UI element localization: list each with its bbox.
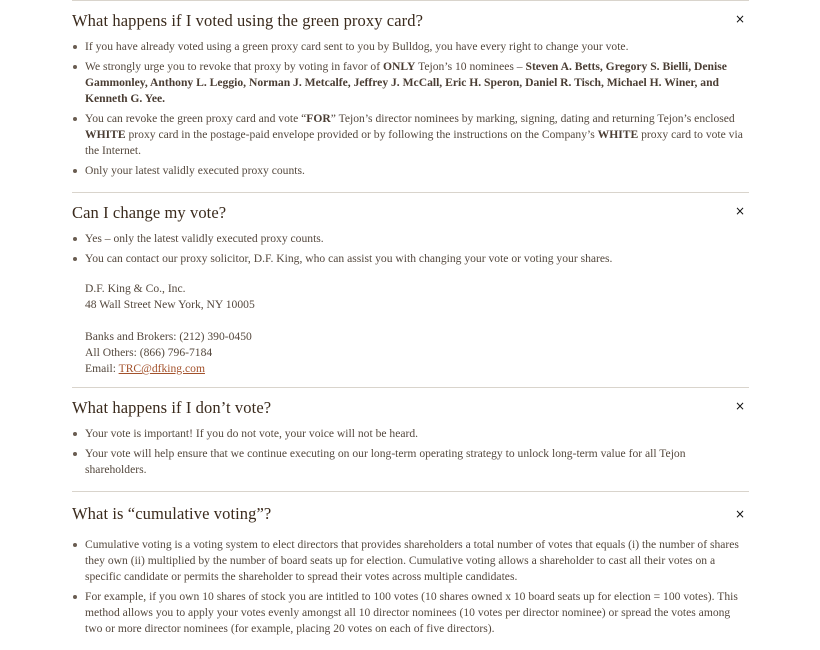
email-link[interactable]: TRC@dfking.com <box>118 362 205 375</box>
faq-question[interactable]: Can I change my vote? <box>72 203 227 222</box>
faq-item-green-proxy <box>72 1 749 193</box>
faq-answer-list <box>72 426 749 491</box>
answer-item: Your vote will help ensure that we continue executing on our long-term operating strategy to unlock long-term value for all Tejon shareholders. <box>72 446 749 478</box>
answer-item: Cumulative voting is a voting system to elect directors that provides shareholders a total number of votes that equals (i) the number of shares they own (ii) multiplied by the number of board seats up for election. Cumulative voting allows a shareholder to cast all their votes on a specific candidate or permits the shareholder to spread their votes across multiple candidates. <box>72 537 749 585</box>
faq-header[interactable] <box>72 492 749 537</box>
answer-item: You can contact our proxy solicitor, D.F. King, who can assist you with changing your vote or voting your shares. <box>72 251 749 267</box>
contact-name: D.F. King & Co., Inc. <box>85 282 186 295</box>
answer-item: You can revoke the green proxy card and vote “FOR” Tejon’s director nominees by marking, signing, dating and returning Tejon’s enclosed WHITE proxy card in the postage-paid envelope provided or by following the instructions on the Company’s WHITE proxy card to vote via the Internet. <box>72 111 749 159</box>
faq-answer-list <box>72 537 749 650</box>
faq-question[interactable]: What happens if I don’t vote? <box>72 398 272 417</box>
contact-others-phone: All Others: (866) 796-7184 <box>85 346 213 359</box>
faq-item-dont-vote <box>72 388 749 492</box>
faq-question[interactable]: What is “cumulative voting”? <box>72 504 272 523</box>
contact-email-row: Email: TRC@dfking.com <box>85 362 205 375</box>
faq-answer-list <box>72 39 749 192</box>
answer-item: Your vote is important! If you do not vote, your voice will not be heard. <box>72 426 749 442</box>
faq-accordion <box>72 0 749 650</box>
contact-block <box>72 267 749 387</box>
close-icon[interactable]: × <box>734 12 745 26</box>
faq-item-cumulative-voting <box>72 492 749 650</box>
close-icon[interactable]: × <box>734 399 745 413</box>
faq-item-change-vote <box>72 193 749 388</box>
answer-item: For example, if you own 10 shares of stock you are intitled to 100 votes (10 shares owned x 10 board seats up for election = 100 votes). This method allows you to apply your votes evenly amongst all 10 director nominees (10 votes per director nominee) or spread the votes among two or more director nominees (for example, placing 20 votes on each of five directors). <box>72 589 749 637</box>
faq-question[interactable]: What happens if I voted using the green proxy card? <box>72 11 424 30</box>
answer-item: If you have already voted using a green proxy card sent to you by Bulldog, you have every right to change your vote. <box>72 39 749 55</box>
faq-header[interactable] <box>72 1 749 39</box>
close-icon[interactable]: × <box>734 507 745 521</box>
answer-item: Only your latest validly executed proxy counts. <box>72 163 749 179</box>
faq-answer-list <box>72 231 749 267</box>
close-icon[interactable]: × <box>734 204 745 218</box>
answer-item: We strongly urge you to revoke that proxy by voting in favor of ONLY Tejon’s 10 nominees – Steven A. Betts, Gregory S. Bielli, Denise Gammonley, Anthony L. Leggio, Norman J. Metcalfe, Jeffrey J. McCall, Eric H. Speron, Daniel R. Tisch, Michael H. Winer, and Kenneth G. Yee. <box>72 59 749 107</box>
answer-item: Yes – only the latest validly executed proxy counts. <box>72 231 749 247</box>
faq-header[interactable] <box>72 193 749 231</box>
contact-banks-phone: Banks and Brokers: (212) 390-0450 <box>85 330 252 343</box>
faq-header[interactable] <box>72 388 749 426</box>
contact-address: 48 Wall Street New York, NY 10005 <box>85 298 255 311</box>
